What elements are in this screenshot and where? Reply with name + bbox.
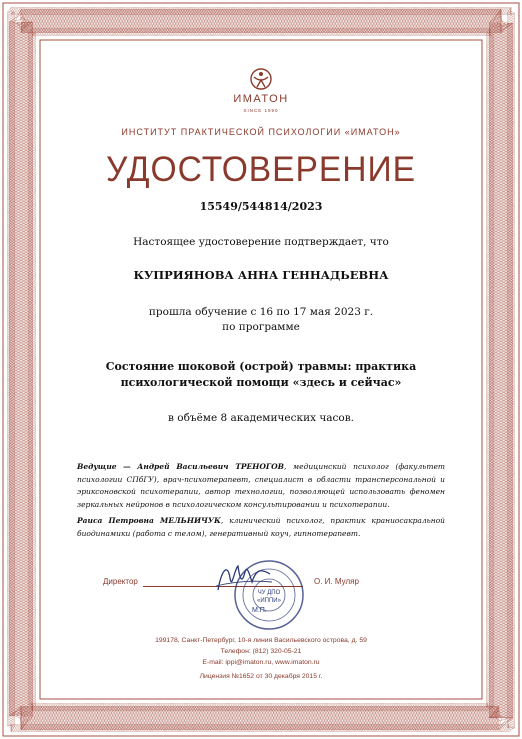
brand-name: ИМАТОН: [233, 93, 289, 105]
director-label: Директор: [103, 577, 138, 586]
brand-since: SINCE 1990: [243, 108, 279, 113]
lead-role: Ведущие: [77, 462, 117, 471]
confirm-text: Настоящее удостоверение подтверждает, что: [133, 236, 389, 248]
footer-phone: Телефон: (812) 320-05-21: [220, 648, 302, 655]
footer-email: E-mail: ippi@imaton.ru, www.imaton.ru: [202, 659, 320, 666]
footer-license: Лицензия №1652 от 30 декабря 2015 г.: [199, 673, 323, 680]
instructors-paragraph-2: [77, 515, 445, 540]
lead2-name: Раиса Петровна МЕЛЬНИЧУК: [77, 516, 221, 525]
course-title-line1: Состояние шоковой (острой) травмы: практика: [105, 360, 417, 373]
instructors-paragraph-1: [77, 461, 445, 511]
course-title: [0, 359, 522, 391]
recipient-name: КУПРИЯНОВА АННА ГЕННАДЬЕВНА: [133, 268, 389, 282]
stamp-place-label: М.П.: [252, 607, 267, 614]
lead2-description: , клинический психолог, практик краниосакральной биодинамики (работа с телом), генеративный коуч, гипнотерапевт.: [77, 516, 445, 538]
lead1-description: , медицинский психолог (факультет психологии СПбГУ), врач-психотерапевт, специалист в области трансперсональной и эриксоновской психотерапии, автор технологии, позволяющей использовать феномен зеркальных нейронов в психологическом консультировании и психотерапии.: [77, 462, 446, 509]
stamp-text-2: «ИППИ»: [257, 598, 281, 604]
training-period: прошла обучение с 16 по 17 мая 2023 г.: [148, 306, 374, 318]
lead1-name: Андрей Васильевич ТРЕНОГОВ: [137, 462, 284, 471]
hours-text: в объёме 8 академических часов.: [168, 412, 354, 424]
stamp-text-1: ЧУ ДПО: [257, 590, 281, 596]
dash: —: [123, 462, 131, 471]
document-title: УДОСТОВЕРЕНИЕ: [106, 150, 416, 189]
footer-address: 199178, Санкт-Петербург, 10-я линия Васильевского острова, д. 59: [155, 637, 367, 644]
program-label: по программе: [222, 321, 300, 333]
handwritten-signature: [212, 560, 276, 596]
certificate-number: 15549/544814/2023: [199, 200, 323, 213]
director-name: О. И. Муляр: [314, 577, 359, 586]
institute-name: ИНСТИТУТ ПРАКТИЧЕСКОЙ ПСИХОЛОГИИ «ИМАТОН»: [121, 127, 401, 137]
course-title-line2: психологической помощи «здесь и сейчас»: [120, 376, 402, 389]
